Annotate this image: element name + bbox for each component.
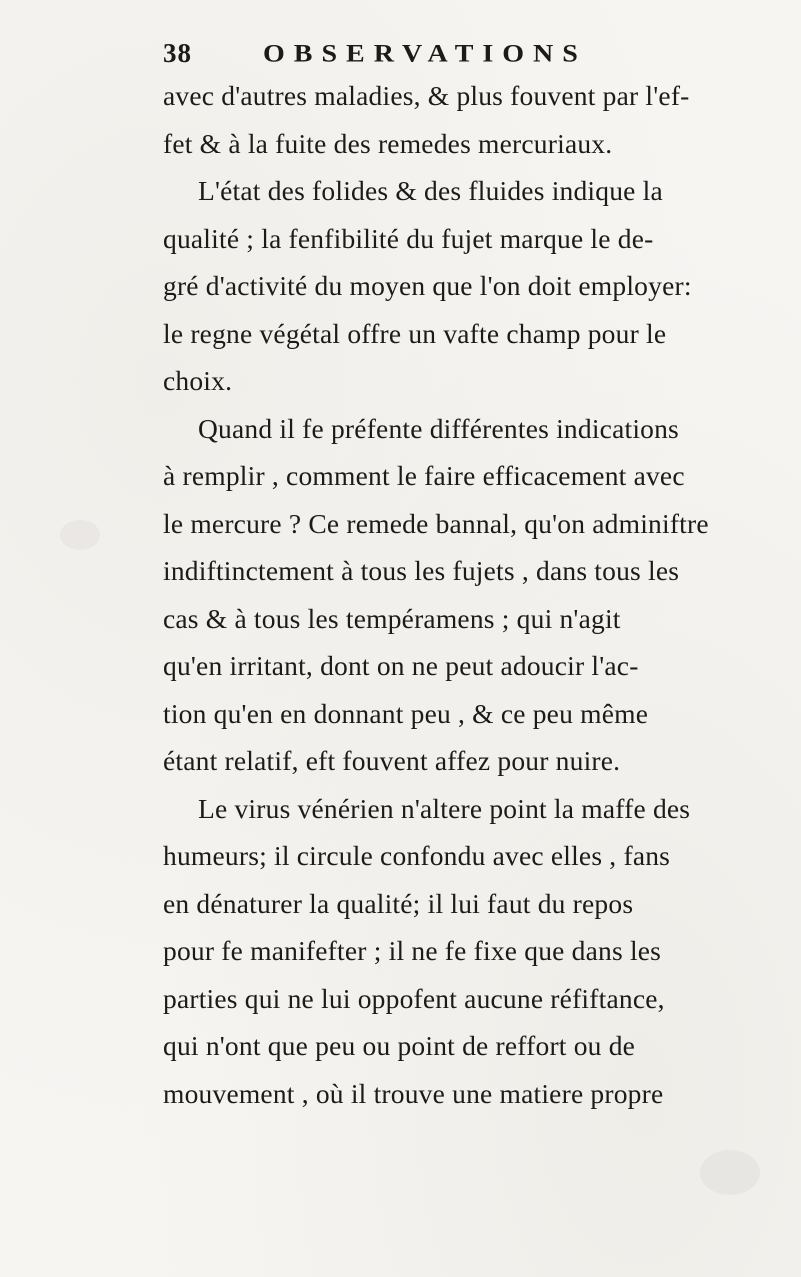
text-line: pour fe manifefter ; il ne fe fixe que dans les (163, 935, 662, 966)
text-line: le mercure ? Ce remede bannal, qu'on adminiftre (163, 507, 709, 539)
page-number: 38 (163, 38, 192, 68)
text-line: en dénaturer la qualité; il lui faut du repos (163, 887, 634, 919)
text-line: gré d'activité du moyen que l'on doit employer: (163, 270, 692, 301)
running-title: OBSERVATIONS (263, 39, 587, 68)
paragraph-start-line: Le virus vénérien n'altere point la maffe des (198, 792, 691, 824)
text-line: qu'en irritant, dont on ne peut adoucir l'ac- (163, 650, 639, 681)
text-line: humeurs; il circule confondu avec elles , fans (163, 840, 671, 871)
text-line: étant relatif, eft fouvent affez pour nuire. (163, 745, 621, 776)
text-line: indiftinctement à tous les fujets , dans tous les (163, 555, 680, 586)
text-line: fet & à la fuite des remedes mercuriaux. (163, 127, 613, 159)
text-line: à remplir , comment le faire efficacement avec (163, 460, 685, 491)
paper-stain (60, 520, 100, 550)
paper-stain (700, 1150, 760, 1195)
text-line: qui n'ont que peu ou point de reffort ou de (163, 1030, 636, 1061)
text-line: parties qui ne lui oppofent aucune réfiftance, (163, 982, 665, 1014)
text-line: qualité ; la fenfibilité du fujet marque le de- (163, 222, 654, 254)
text-line: avec d'autres maladies, & plus fouvent par l'ef- (163, 80, 690, 111)
text-line: tion qu'en en donnant peu , & ce peu même (163, 697, 649, 729)
text-line: le regne végétal offre un vafte champ pour le (163, 317, 667, 349)
paragraph-start-line: Quand il fe préfente différentes indications (198, 412, 679, 444)
text-line: cas & à tous les tempéramens ; qui n'agit (163, 602, 621, 634)
body-text (163, 72, 801, 1117)
text-line: choix. (163, 365, 233, 396)
paragraph-start-line: L'état des folides & des fluides indique la (198, 175, 663, 206)
text-line: mouvement , où il trouve une matiere propre (163, 1077, 664, 1109)
